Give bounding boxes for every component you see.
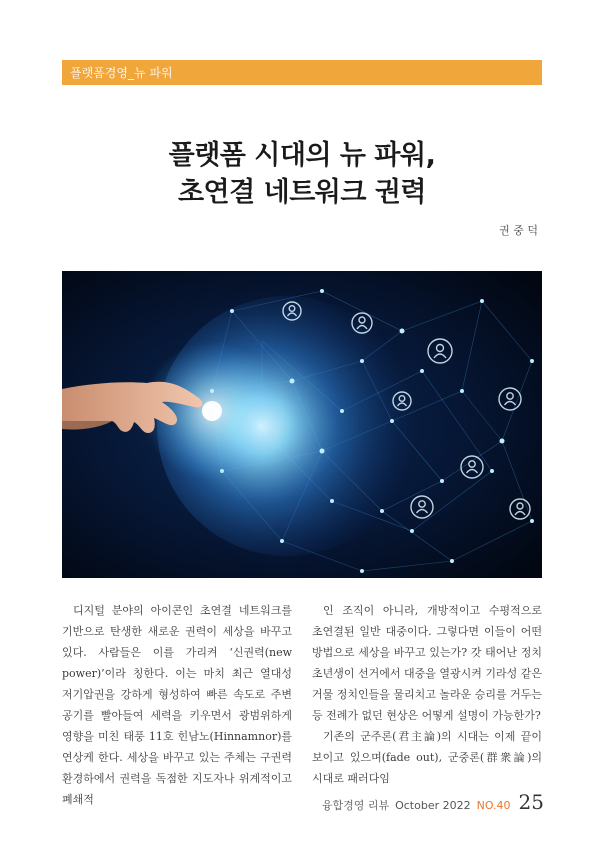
issue-number: NO.40 [476,799,511,812]
section-header-bar [62,60,542,85]
title-line-2: 초연결 네트워크 권력 [177,177,427,208]
body-paragraph: 디지털 분야의 아이콘인 초연결 네트워크를 기반으로 탄생한 새로운 권력이 세상을 바꾸고 있다. 사람들은 이를 가리켜 ‘신권력(new power)’이라 칭한다. 이는 마치 최근 열대성 저기압권을 강하게 형성하여 빠른 속도로 주변 공기를 빨아들여 세력을 키우면서 광범위하게 영향을 미친 태풍 11호 힌남노(Hinnamnor)를 연상케 한다. 세상을 바꾸고 있는 주체는 구권력 환경하에서 권력을 독점한 지도자나 위계적이고 폐쇄적 [62,604,292,806]
hero-image [62,271,542,578]
author-byline: 권 중 덕 [499,224,538,237]
title-line-1: 플랫폼 시대의 뉴 파워, [168,140,436,171]
page-number: 25 [518,790,544,814]
body-column-right [312,600,542,789]
network-globe-illustration [62,271,542,578]
publication-name: 융합경영 리뷰 [321,799,390,812]
section-label: 플랫폼경영_뉴 파워 [70,66,173,80]
issue-date: October 2022 [395,799,471,812]
article-title [62,137,542,211]
body-paragraph: 인 조직이 아니라, 개방적이고 수평적으로 초연결된 일반 대중이다. 그렇다면 이들이 어떤 방법으로 세상을 바꾸고 있는가? 갓 태어난 정치 초년생이 선거에서 대중을 열광시켜 기라성 같은 거물 정치인들을 물리치고 놀라운 승리를 거두는 등 전례가 없던 현상은 어떻게 설명이 가능한가? [312,604,543,722]
page-footer [322,790,544,814]
body-column-left [62,600,292,810]
body-paragraph: 기존의 군주론(君主論)의 시대는 이제 끝이 보이고 있으며(fade out), 군중론(群衆論)의 시대로 패러다임 [312,730,542,785]
